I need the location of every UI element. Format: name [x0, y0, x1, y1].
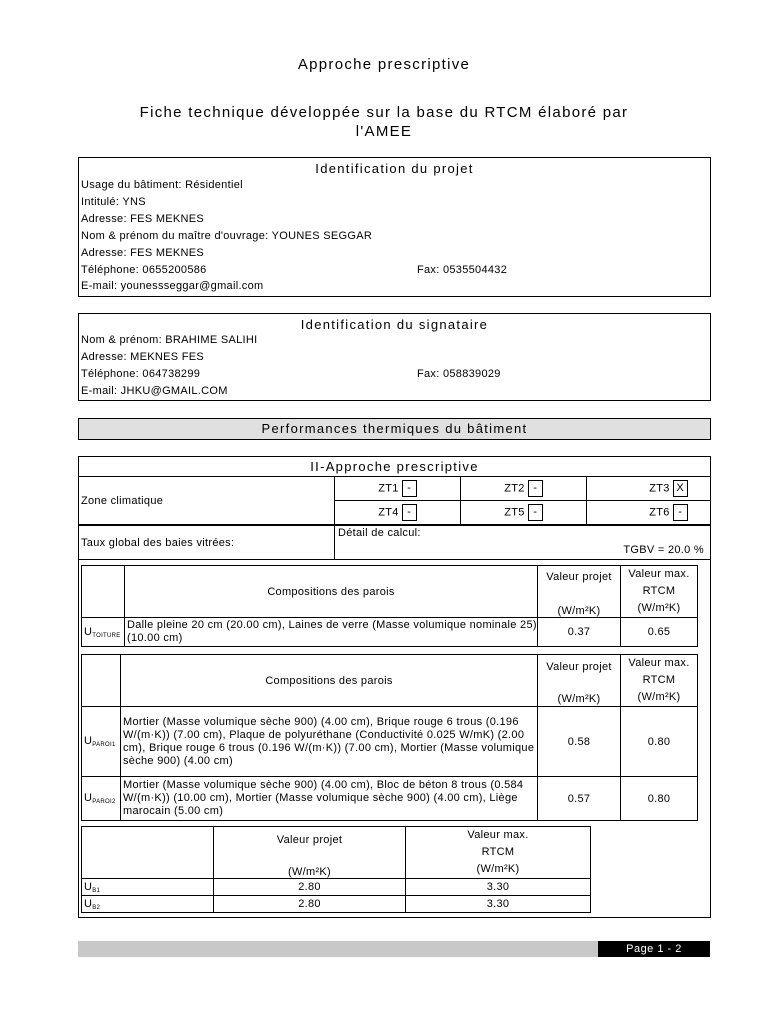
wall1-max-value: 0.80 [621, 707, 698, 777]
glazing-b2-project-value: 2.80 [214, 896, 406, 913]
zone-label-zt3: ZT3 [649, 482, 670, 495]
glazing-header-blank [82, 827, 214, 879]
signatory-fax-line: Fax: 058839029 [417, 368, 501, 380]
performance-heading: Performances thermiques du bâtiment [261, 421, 528, 436]
table-row [82, 896, 591, 913]
walls-header-project-label: Valeur projet [546, 661, 612, 673]
project-fax-line: Fax: 0535504432 [417, 264, 508, 276]
roof-header-max-value [621, 566, 698, 618]
project-identification-heading: Identification du projet [315, 161, 474, 176]
glazing-b2-max-value: 3.30 [406, 896, 591, 913]
walls-header-project-unit: (W/m²K) [557, 693, 601, 705]
roof-composition: Dalle pleine 20 cm (20.00 cm), Laines de verre (Masse volumique nominale 25) (10.00 cm) [125, 618, 538, 647]
walls-header-max-value [621, 655, 698, 707]
roof-header-project-unit: (W/m²K) [557, 605, 601, 617]
roof-project-value: 0.37 [538, 618, 621, 647]
glazing-header-project-value [214, 827, 406, 879]
document-subtitle-line2: l'AMEE [355, 123, 413, 140]
calculation-detail-cell [335, 526, 711, 560]
roof-header-max-rtcm: RTCM [642, 585, 676, 597]
glazing-b1-max-value: 3.30 [406, 879, 591, 896]
zone-checkbox-zt1: - [402, 480, 417, 497]
glazing-header-project-unit: (W/m²K) [287, 865, 332, 878]
table-row [82, 879, 591, 896]
zone-checkbox-zt5: - [528, 504, 543, 521]
roof-max-value: 0.65 [621, 618, 698, 647]
walls-table [81, 654, 698, 821]
signatory-email-line: E-mail: JHKU@GMAIL.COM [81, 385, 228, 397]
zone-checkbox-zt3: X [673, 480, 688, 497]
zone-checkbox-zt6: - [673, 504, 688, 521]
table-row [82, 777, 698, 821]
zone-label-zt5: ZT5 [504, 506, 525, 519]
performance-banner [78, 418, 711, 440]
zone-label-zt4: ZT4 [378, 506, 399, 519]
zone-cell [335, 501, 461, 525]
glazing-header-max-value [406, 827, 591, 879]
roof-header-project-label: Valeur projet [546, 571, 612, 583]
zone-label: Zone climatique [79, 477, 335, 525]
wall1-project-value: 0.58 [538, 707, 621, 777]
calculation-detail-label: Détail de calcul: [338, 527, 421, 539]
zone-cell [587, 501, 711, 525]
roof-header-max-label: Valeur max. [628, 568, 690, 580]
roof-u-label: $U_{TOITURE}$ [82, 618, 125, 647]
roof-header-project-value [538, 566, 621, 618]
signatory-identification-heading: Identification du signataire [300, 317, 489, 332]
glazing-header-max-label: Valeur max. [467, 829, 529, 841]
usage-line: Usage du bâtiment: Résidentiel [81, 179, 243, 191]
zone-cell [587, 477, 711, 501]
wall1-u-label: $U_{PAROI1}$ [82, 707, 121, 777]
project-email-line: E-mail: younessseggar@gmail.com [81, 280, 264, 292]
project-identification-box [78, 157, 711, 297]
roof-table [81, 565, 698, 647]
walls-header-max-label: Valeur max. [628, 657, 690, 669]
prescriptive-heading: II-Approche prescriptive [310, 459, 479, 474]
glazing-header-max-unit: (W/m²K) [476, 863, 520, 875]
zone-checkbox-zt4: - [402, 504, 417, 521]
glazing-header-project-label: Valeur projet [276, 833, 343, 846]
document-subtitle-line1: Fiche technique développée sur la base du RTCM élaboré par [139, 104, 629, 121]
glazing-table [81, 826, 591, 913]
zone-cell [461, 501, 587, 525]
walls-header-project-value [538, 655, 621, 707]
zone-label-zt6: ZT6 [649, 506, 670, 519]
wall2-project-value: 0.57 [538, 777, 621, 821]
roof-header-max-unit: (W/m²K) [637, 602, 681, 614]
glazing-header-max-rtcm: RTCM [481, 846, 515, 858]
glazing-b1-label: $U_{B1}$ [82, 879, 214, 896]
signatory-phone-line: Téléphone: 064738299 [81, 368, 201, 380]
wall2-u-label: $U_{PAROI2}$ [82, 777, 121, 821]
walls-header-blank [82, 655, 121, 707]
glazing-b1-project-value: 2.80 [214, 879, 406, 896]
table-row [82, 707, 698, 777]
owner-address-line: Adresse: FES MEKNES [81, 247, 205, 259]
zone-table [78, 476, 711, 525]
walls-header-max-rtcm: RTCM [642, 674, 676, 686]
wall2-composition: Mortier (Masse volumique sèche 900) (4.00 cm), Bloc de béton 8 trous (0.584 W/(m·K)) (10.00 cm), Mortier (Masse volumique sèche 900) (4.00 cm), Liège marocain (5.00 cm) [121, 777, 538, 821]
page-number: Page 1 - 2 [598, 941, 710, 957]
glazing-b2-label: $U_{B2}$ [82, 896, 214, 913]
zone-cell [461, 477, 587, 501]
document-title: Approche prescriptive [297, 56, 471, 73]
zone-label-zt2: ZT2 [504, 482, 525, 495]
walls-header-max-unit: (W/m²K) [637, 691, 681, 703]
table-row [82, 618, 698, 647]
intitule-line: Intitulé: YNS [81, 196, 146, 208]
zone-checkbox-zt2: - [528, 480, 543, 497]
zone-label-zt1: ZT1 [378, 482, 399, 495]
walls-header-composition: Compositions des parois [121, 655, 538, 707]
wall1-composition: Mortier (Masse volumique sèche 900) (4.00 cm), Brique rouge 6 trous (0.196 W/(m·K)) (7.00 cm), Plaque de polyuréthane (Conductivité 0.025 W/mK) (2.00 cm), Brique rouge 6 trous (0.196 W/(m·K)) (7.00 cm), Mortier (Masse volumique sèche 900) (4.00 cm) [121, 707, 538, 777]
wall2-max-value: 0.80 [621, 777, 698, 821]
footer-bar [78, 941, 598, 957]
zone-cell [335, 477, 461, 501]
signatory-address-line: Adresse: MEKNES FES [81, 351, 205, 363]
owner-name-line: Nom & prénom du maître d'ouvrage: YOUNES SEGGAR [81, 230, 373, 242]
project-phone-line: Téléphone: 0655200586 [81, 264, 207, 276]
roof-header-composition: Compositions des parois [125, 566, 538, 618]
project-address-line: Adresse: FES MEKNES [81, 213, 205, 225]
roof-header-blank [82, 566, 125, 618]
glazing-ratio-label: Taux global des baies vitrées: [79, 526, 335, 560]
glazing-ratio-table [78, 525, 711, 560]
signatory-name-line: Nom & prénom: BRAHIME SALIHI [81, 334, 258, 346]
tgbv-value: TGBV = 20.0 % [623, 544, 704, 556]
